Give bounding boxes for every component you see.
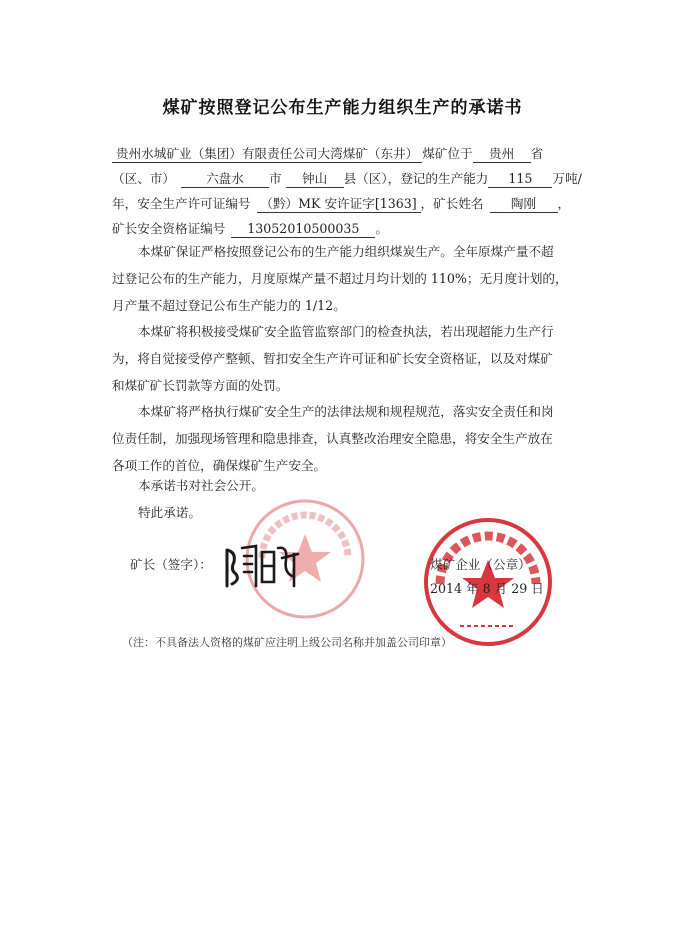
county-suffix: 县（区），登记的生产能力 [343,171,489,186]
paragraph-2-line-1: 本煤矿将积极接受煤矿安全监管监察部门的检查执法，若出现超能力生产行 [138,324,554,339]
intro-line-4 [112,219,388,239]
county-field: 钟山 [286,171,344,188]
manager-signature [222,542,304,592]
paragraph-2-line-3: 和煤矿矿长罚款等方面的处罚。 [112,378,289,393]
signing-date: 2014 年 8 月 29 日 [430,581,544,596]
paragraph-2 [112,318,582,399]
document-title: 煤矿按照登记公布生产能力组织生产的承诺书 [162,98,523,118]
city-field: 六盘水 [181,171,269,188]
closing-text: 特此承诺。 [138,505,201,520]
capacity-field: 115 [488,171,552,188]
district-text: （区、市） [112,171,175,186]
cert-label: 矿长安全资格证编号 [112,221,226,236]
paragraph-3-line-3: 各项工作的首位，确保煤矿生产安全。 [112,458,327,473]
paragraph-3 [112,398,582,479]
paragraph-2-line-2: 为，将自觉接受停产整顿、暂扣安全生产许可证和矿长安全资格证，以及对煤矿 [112,351,553,366]
intro-line-2 [112,169,582,189]
province-field: 贵州 [473,146,531,163]
manager-name-field: 陶刚 [490,196,558,213]
paragraph-3-line-2: 位责任制，加强现场管理和隐患排查，认真整改治理安全隐患，将安全生产放在 [112,431,553,446]
manager-name-label: ，矿长姓名 [420,196,484,211]
permit-number-field: （黔）MK 安许证字[1363] [257,196,421,213]
public-notice-text: 本承诺书对社会公开。 [138,478,264,493]
intro-line-3 [112,194,570,214]
paragraph-1-line-2: 过登记公布的生产能力，月度原煤产量不超过月均计划的 110%；无月度计划的， [112,271,568,286]
footnote: （注：不具备法人资格的煤矿应注明上级公司名称并加盖公司印章） [122,636,452,649]
signature-label: 矿长（签字）： [130,557,212,572]
company-seal-label: 煤矿企业（公章） [430,557,531,572]
cert-number-field: 13052010500035 [231,221,375,238]
intro-line-1 [112,144,543,164]
paragraph-3-line-1: 本煤矿将严格执行煤矿安全生产的法律法规和规程规范，落实安全责任和岗 [138,404,554,419]
located-text: 煤矿位于 [422,146,473,161]
capacity-unit: 万吨/ [552,171,582,186]
province-suffix: 省 [530,146,544,161]
company-name: 贵州水城矿业（集团）有限责任公司大湾煤矿（东井） [112,146,422,163]
paragraph-1-line-1: 本煤矿保证严格按照登记公布的生产能力组织煤炭生产。全年原煤产量不超 [138,244,554,259]
permit-label: 年，安全生产许可证编号 [112,196,251,211]
paragraph-1 [112,238,582,319]
paragraph-1-line-3: 月产量不超过登记公布生产能力的 1/12。 [112,298,346,313]
comma: ， [557,196,571,211]
period: 。 [375,221,388,236]
city-suffix: 市 [268,171,282,186]
